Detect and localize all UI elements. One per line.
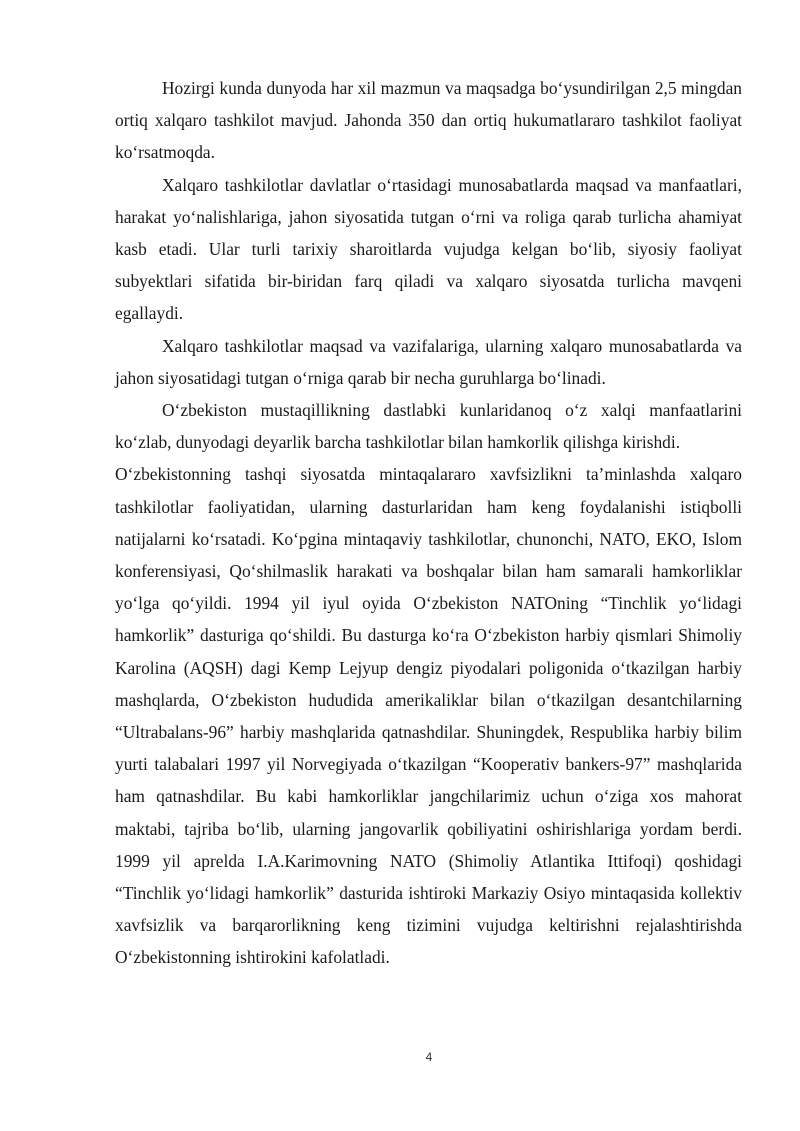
page-number: 4 [425, 1050, 433, 1064]
paragraph-1: Hozirgi kunda dunyoda har xil mazmun va maqsadga bo‘ysundirilgan 2,5 mingdan ortiq xalqaro tashkilot mavjud. Jahonda 350 dan ortiq hukumatlararo tashkilot faoliyat ko‘rsatmoqda. [115, 78, 742, 163]
paragraph-5: O‘zbekistonning tashqi siyosatda mintaqalararo xavfsizlikni ta’minlashda xalqaro tashkilotlar faoliyatidan, ularning dasturlaridan ham keng foydalanishi istiqbolli natijalarni ko‘rsatadi. Ko‘pgina mintaqaviy tashkilotlar, chunonchi, NATO, EKO, Islom konferensiyasi, Qo‘shilmaslik harakati va boshqalar bilan ham samarali hamkorliklar yo‘lga qo‘yildi. 1994 yil iyul oyida O‘zbekiston NATOning “Tinchlik yo‘lidagi hamkorlik” dasturiga qo‘shildi. Bu dasturga ko‘ra O‘zbekiston harbiy qismlari Shimoliy Karolina (AQSH) dagi Kemp Lejyup dengiz piyodalari poligonida o‘tkazilgan harbiy mashqlarda, O‘zbekiston hududida amerikaliklar bilan o‘tkazilgan desantchilarning “Ultrabalans-96” harbiy mashqlarida qatnashdilar. Shuningdek, Respublika harbiy bilim yurti talabalari 1997 yil Norvegiyada o‘tkazilgan “Kooperativ bankers-97” mashqlarida ham qatnashdilar. Bu kabi hamkorliklar jangchilarimiz uchun o‘ziga xos mahorat maktabi, tajriba bo‘lib, ularning jangovarlik qobiliyatini oshirishlariga yordam berdi. 1999 yil aprelda I.A.Karimovning NATO (Shimoliy Atlantika Ittifoqi) qoshidagi “Tinchlik yo‘lidagi hamkorlik” dasturida ishtiroki Markaziy Osiyo mintaqasida kollektiv xavfsizlik va barqarorlikning keng tizimini vujudga keltirishni rejalashtirishda O‘zbekistonning ishtirokini kafolatladi. [115, 464, 742, 968]
paragraph-2: Xalqaro tashkilotlar davlatlar o‘rtasidagi munosabatlarda maqsad va manfaatlari, harakat yo‘nalishlariga, jahon siyosatida tutgan o‘rni va roliga qarab turlicha ahamiyat kasb etadi. Ular turli tarixiy sharoitlarda vujudga kelgan bo‘lib, siyosiy faoliyat subyektlari sifatida bir-biridan farq qiladi va xalqaro siyosatda turlicha mavqeni egallaydi. [115, 174, 742, 324]
paragraph-4: O‘zbekiston mustaqillikning dastlabki kunlaridanoq o‘z xalqi manfaatlarini ko‘zlab, dunyodagi deyarlik barcha tashkilotlar bilan hamkorlik qilishga kirishdi. [115, 400, 742, 453]
paragraph-3: Xalqaro tashkilotlar maqsad va vazifalariga, ularning xalqaro munosabatlarda va jahon siyosatidagi tutgan o‘rniga qarab bir necha guruhlarga bo‘linadi. [115, 335, 742, 388]
document-body [115, 72, 742, 974]
